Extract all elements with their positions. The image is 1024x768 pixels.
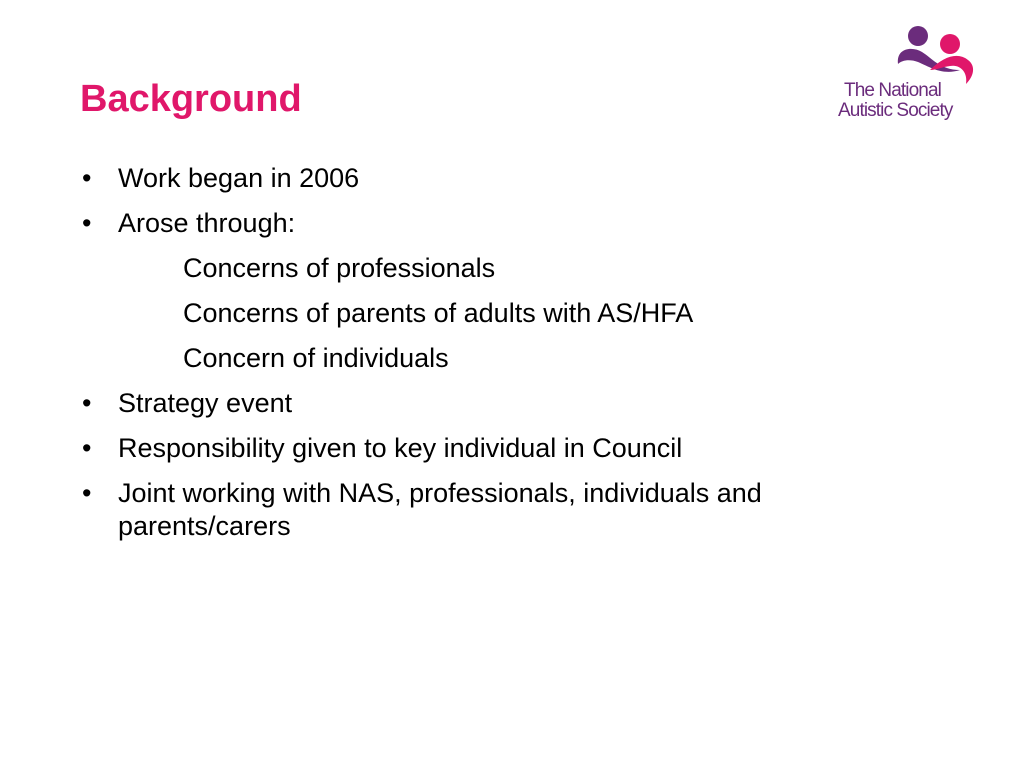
sub-item (80, 342, 910, 375)
slide-title: Background (80, 78, 302, 120)
national-autistic-society-logo (838, 20, 988, 130)
bullet-item (80, 387, 910, 420)
slide-content (80, 162, 910, 555)
bullet-text: Joint working with NAS, professionals, individuals and parents/carers (118, 478, 762, 541)
bullet-point: • (82, 433, 92, 463)
bullet-point: • (82, 163, 92, 193)
bullet-item (80, 207, 910, 240)
bullet-item (80, 432, 910, 465)
bullet-item (80, 477, 910, 543)
bullet-item (80, 162, 910, 195)
sub-item (80, 297, 910, 330)
sub-item-text: Concerns of professionals (183, 253, 496, 283)
bullet-point: • (82, 478, 92, 508)
sub-item-text: Concerns of parents of adults with AS/HFA (183, 298, 694, 328)
bullet-text: Responsibility given to key individual in Council (118, 433, 683, 463)
logo-text-line-2: Autistic Society (838, 100, 953, 121)
bullet-text: Arose through: (118, 208, 296, 238)
bullet-text: Strategy event (118, 388, 293, 418)
logo-text-line-1: The National (844, 80, 941, 101)
bullet-point: • (82, 388, 92, 418)
sub-item-text: Concern of individuals (183, 343, 449, 373)
sub-item (80, 252, 910, 285)
bullet-point: • (82, 208, 92, 238)
bullet-text: Work began in 2006 (118, 163, 360, 193)
